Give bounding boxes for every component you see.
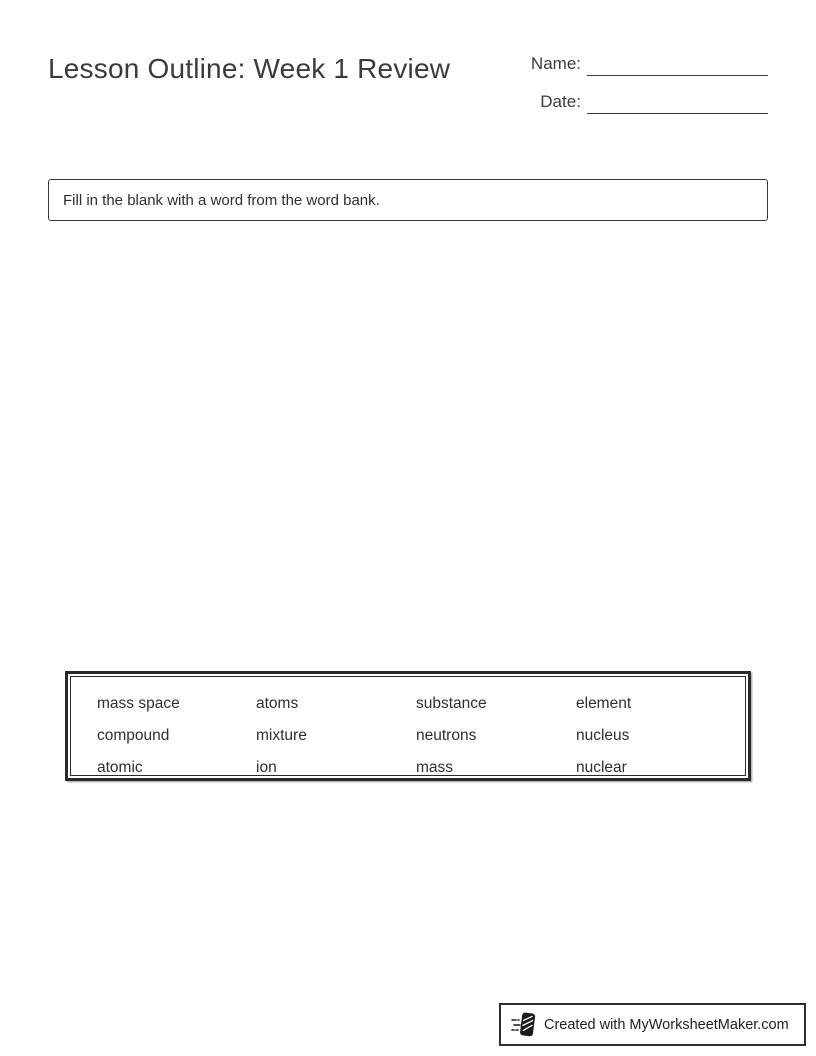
- date-input-line[interactable]: [587, 90, 768, 114]
- credit-box: [499, 1003, 806, 1046]
- word-bank-word: compound: [97, 727, 170, 744]
- word-bank-word: mass: [416, 759, 454, 776]
- word-bank-word: atomic: [97, 759, 143, 776]
- word-bank-word: nuclear: [576, 759, 627, 776]
- word-bank-grid: [70, 676, 746, 776]
- word-bank-word: atoms: [256, 695, 299, 712]
- word-bank-word: nucleus: [576, 727, 630, 744]
- instruction-text: Fill in the blank with a word from the word bank.: [63, 191, 380, 209]
- name-label: Name:: [530, 54, 581, 73]
- word-bank-word: substance: [416, 695, 487, 712]
- credit-text: Created with MyWorksheetMaker.com: [544, 1016, 789, 1033]
- name-input-line[interactable]: [587, 52, 768, 76]
- worksheet-maker-logo-icon: [511, 1011, 537, 1039]
- page-title: Lesson Outline: Week 1 Review: [48, 53, 451, 84]
- date-label: Date:: [540, 92, 581, 111]
- word-bank-word: ion: [256, 759, 277, 776]
- word-bank-word: mixture: [256, 727, 307, 744]
- date-row: [531, 90, 768, 114]
- word-bank: [65, 671, 751, 781]
- instruction-box: [48, 179, 768, 221]
- word-bank-word: element: [576, 695, 632, 712]
- name-date-block: [531, 52, 768, 114]
- word-bank-word: mass space: [97, 695, 180, 712]
- word-bank-word: neutrons: [416, 727, 477, 744]
- name-row: [531, 52, 768, 76]
